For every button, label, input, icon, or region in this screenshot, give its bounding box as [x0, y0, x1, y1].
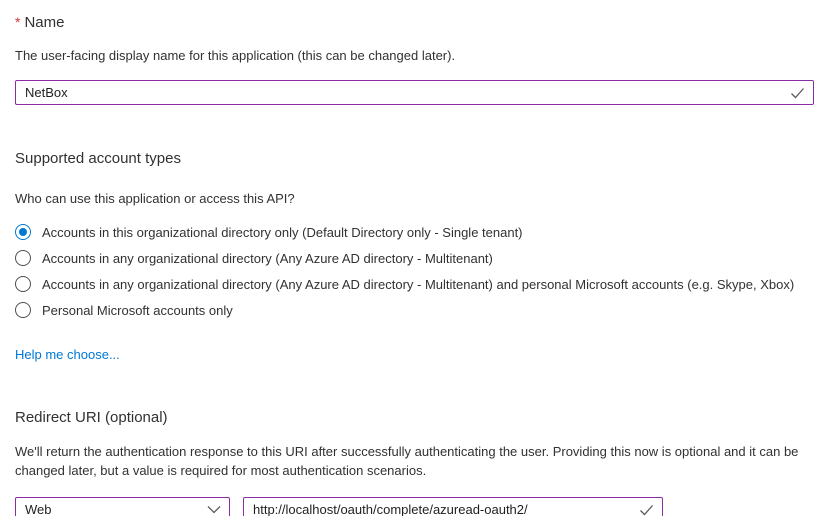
account-types-question: Who can use this application or access this API? — [15, 191, 295, 206]
radio-button-icon[interactable] — [15, 250, 31, 266]
platform-select[interactable] — [15, 497, 230, 516]
redirect-uri-controls — [15, 497, 814, 516]
radio-option-single-tenant[interactable] — [15, 219, 814, 245]
radio-option-label[interactable]: Personal Microsoft accounts only — [42, 302, 233, 318]
redirect-uri-input-value[interactable]: http://localhost/oauth/complete/azuread-oauth2/ — [253, 502, 528, 516]
radio-option-multitenant[interactable] — [15, 245, 814, 271]
account-type-radio-group — [15, 219, 814, 323]
checkmark-icon — [639, 504, 654, 516]
chevron-down-icon[interactable] — [207, 501, 221, 516]
radio-button-icon[interactable] — [15, 276, 31, 292]
name-input[interactable] — [15, 80, 814, 105]
name-field-hint: The user-facing display name for this application (this can be changed later). — [15, 48, 456, 63]
radio-button-icon[interactable] — [15, 224, 31, 240]
redirect-uri-input[interactable] — [243, 497, 663, 516]
radio-option-label[interactable]: Accounts in this organizational directory only (Default Directory only - Single tenant) — [42, 224, 523, 240]
redirect-uri-description: We'll return the authentication response to this URI after successfully authenticating the user. Providing this now is optional and it can be changed later, but a value is required for most authentication scenarios. — [15, 444, 799, 478]
radio-option-multitenant-personal[interactable] — [15, 271, 814, 297]
radio-button-icon[interactable] — [15, 302, 31, 318]
radio-option-label[interactable]: Accounts in any organizational directory (Any Azure AD directory - Multitenant) and personal Microsoft accounts (e.g. Skype, Xbox) — [42, 276, 795, 292]
help-me-choose-link[interactable]: Help me choose... — [15, 347, 120, 362]
supported-account-types-title: Supported account types — [15, 150, 181, 167]
radio-option-personal-only[interactable] — [15, 297, 814, 323]
checkmark-icon — [790, 87, 805, 99]
name-label-text: Name — [24, 14, 65, 31]
name-field-label — [15, 12, 814, 33]
required-asterisk: * — [15, 14, 21, 30]
radio-option-label[interactable]: Accounts in any organizational directory (Any Azure AD directory - Multitenant) — [42, 250, 493, 266]
name-input-value[interactable]: NetBox — [25, 85, 68, 100]
platform-select-value[interactable]: Web — [25, 502, 52, 516]
redirect-uri-title: Redirect URI (optional) — [15, 409, 168, 426]
supported-account-types-section — [15, 149, 814, 364]
redirect-uri-section — [15, 408, 814, 516]
